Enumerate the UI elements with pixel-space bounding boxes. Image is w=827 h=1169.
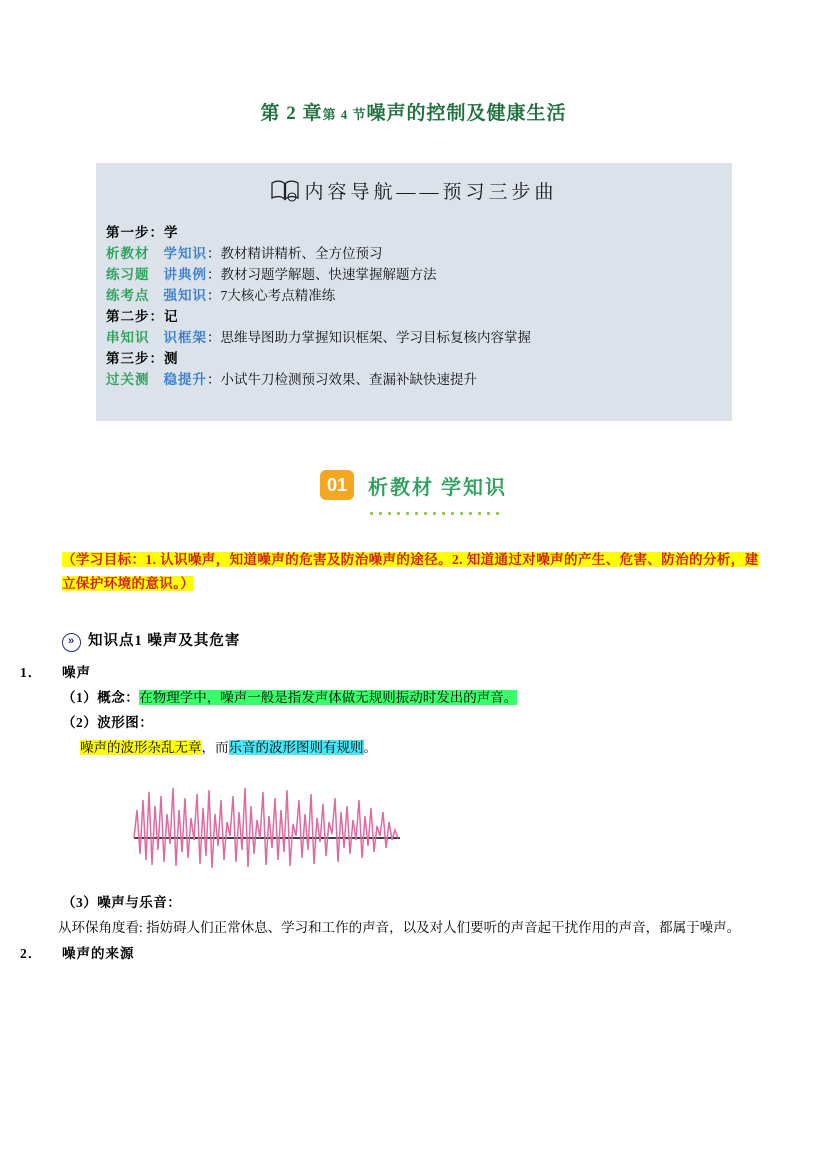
nav-item: 练考点 强知识：7大核心考点精准练 <box>106 288 336 303</box>
nav-item: 过关测 稳提升：小试牛刀检测预习效果、查漏补缺快速提升 <box>106 372 477 387</box>
noise-waveform-graph <box>20 770 810 890</box>
page-title <box>0 98 827 125</box>
learning-goal <box>62 548 772 596</box>
content-item-1-sub-3-text: 从环保角度看: 指妨碍人们正常休息、学习和工作的声音，以及对人们要听的声音起干扰作用的声音，都属于噪声。 <box>58 920 741 935</box>
content-item-2-title: 2． 噪声的来源 <box>20 946 135 961</box>
chevron-double-right-icon: » <box>62 633 81 652</box>
nav-heading-text: 内容导航——预习三步曲 <box>304 182 558 203</box>
nav-heading <box>96 163 732 208</box>
nav-step: 第一步：学 <box>106 225 179 240</box>
content-item-1-sub-3: （3）噪声与乐音： <box>62 895 182 910</box>
nav-step: 第二步：记 <box>106 309 179 324</box>
title-name: 噪声的控制及健康生活 <box>366 103 567 124</box>
title-section: 第 4 节 <box>322 107 367 122</box>
section-number-badge: 01 <box>320 470 354 500</box>
content-item-1-sub-2: （2）波形图： <box>62 715 154 730</box>
nav-step: 第三步：测 <box>106 351 179 366</box>
title-chapter: 第 2 章 <box>260 103 323 124</box>
body-content <box>20 660 810 966</box>
content-navigation-box <box>96 163 732 421</box>
nav-item: 练习题 讲典例：教材习题学解题、快速掌握解题方法 <box>106 267 437 282</box>
nav-item: 串知识 识框架：思维导图助力掌握知识框架、学习目标复核内容掌握 <box>106 330 531 345</box>
content-item-1-sub-2-text: 噪声的波形杂乱无章，而乐音的波形图则有规则。 <box>80 740 377 755</box>
knowledge-point-header <box>62 629 240 652</box>
content-item-1-sub-1: （1）概念：在物理学中，噪声一般是指发声体做无规则振动时发出的声音。 <box>62 690 518 705</box>
section-heading-label: 析教材 学知识 <box>368 476 507 499</box>
nav-item: 析教材 学知识：教材精讲精析、全方位预习 <box>106 246 383 261</box>
nav-lines <box>96 208 732 390</box>
section-heading <box>0 470 827 500</box>
decorative-dots <box>362 504 512 510</box>
open-book-icon <box>270 178 300 208</box>
knowledge-point-label: 知识点1 噪声及其危害 <box>88 633 241 649</box>
content-item-1-title: 1． 噪声 <box>20 665 91 680</box>
learning-goal-text: （学习目标：1. 认识噪声，知道噪声的危害及防治噪声的途径。2. 知道通过对噪声的产生、危害、防治的分析，建立保护环境的意识。） <box>62 552 759 591</box>
